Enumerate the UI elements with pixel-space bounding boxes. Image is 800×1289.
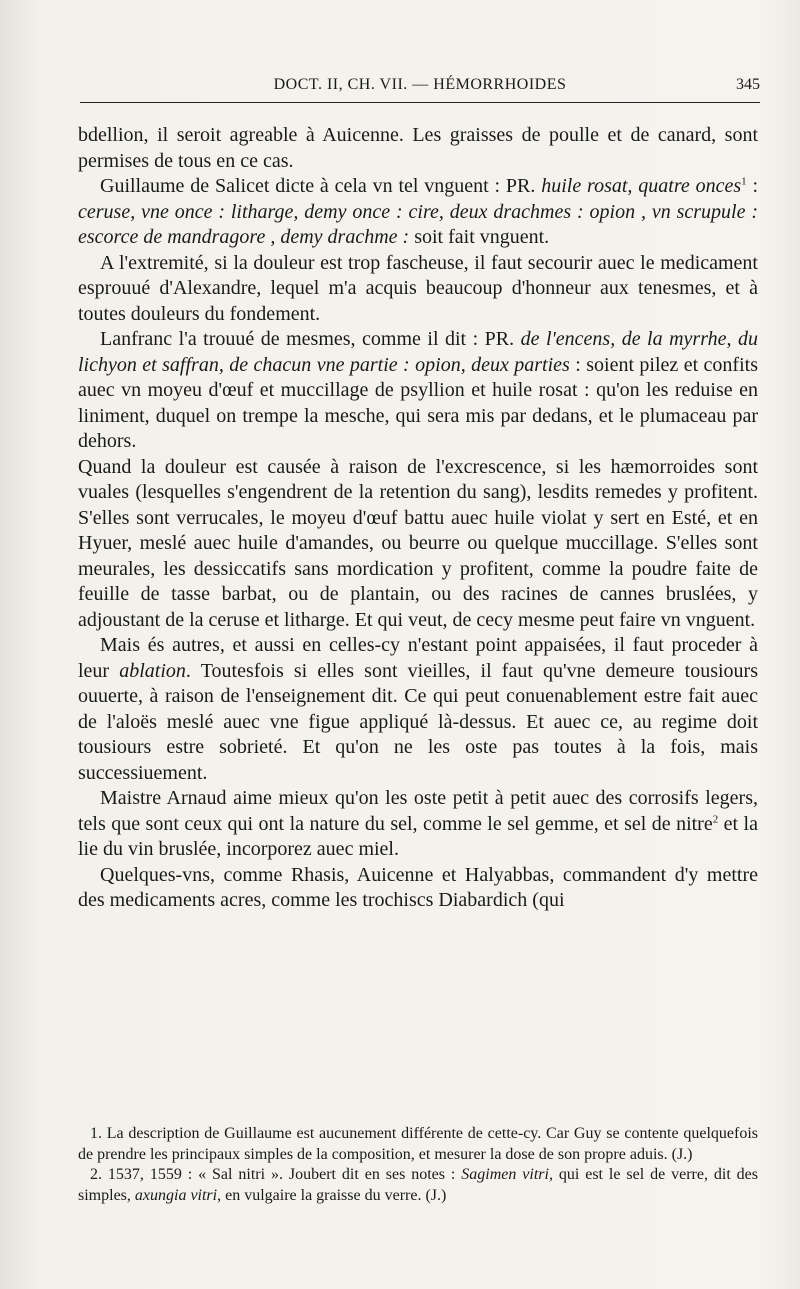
text-run: Guillaume de Salicet dicte à cela vn tel vnguent : PR. — [100, 175, 542, 197]
page-header — [80, 76, 760, 103]
footnote-ref-2: 2 — [712, 812, 719, 825]
text-run: Mais és autres, et aussi en celles-cy n'estant point appaisées, il faut proceder à leur — [78, 634, 758, 682]
footnote-1: 1. La description de Guillaume est aucunement différente de cette-cy. Car Guy se contente quelquefois de prendre les principaux simples de la composition, et mesurer la dose de son propre aduis. (J.) — [78, 1125, 758, 1163]
text-run: Maistre Arnaud aime mieux qu'on les oste petit à petit auec des corrosifs legers, tels que sont ceux qui ont la nature du sel, comme le sel gemme, et sel de nitre — [78, 787, 758, 835]
paragraph-1: bdellion, il seroit agreable à Auicenne. Les graisses de poulle et de canard, sont permises de tous en ce cas. — [78, 124, 758, 172]
paragraph-6 — [78, 633, 758, 786]
text-run: : soient pilez et confits auec vn moyeu d'œuf et muccillage de psyllion et huile rosat : qu'on les reduise en liniment, duquel on trempe la mesche, qui sera mis par dedans, et le plumaceau par dehors. — [78, 353, 758, 452]
italic-run: Sagimen vitri, — [461, 1166, 553, 1183]
text-run: soit fait vnguent. — [409, 226, 550, 248]
page-number: 345 — [736, 76, 760, 93]
paragraph-4 — [78, 327, 758, 455]
text-run: , en vulgaire la graisse du verre. (J.) — [217, 1186, 447, 1204]
footnote-2 — [78, 1165, 758, 1206]
running-head: DOCT. II, CH. VII. — HÉMORRHOIDES — [273, 76, 567, 93]
text-run: et la lie du vin bruslée, incorporez auec miel. — [78, 812, 758, 860]
paragraph-3: A l'extremité, si la douleur est trop fascheuse, il faut secourir auec le medicament esprouué d'Alexandre, lequel m'a acquis beaucoup d'honneur aux tenesmes, et à toutes douleurs du fondement. — [78, 251, 758, 325]
paragraph-5: Quand la douleur est causée à raison de l'excrescence, si les hæmorroides sont vuales (lesquelles s'engendrent de la retention du sang), lesdits remedes y profitent. S'elles sont verrucales, le moyeu d'œuf battu auec huile violat y sert en Esté, et en Hyuer, meslé auec huile d'amandes, ou beurre ou quelque muccillage. S'elles sont meurales, les dessiccatifs sans mordication y profitent, comme la poudre faite de feuille de tasse barbat, ou de plantain, ou des racines de cannes bruslées, y adjoustant de la ceruse et litharge. Et qui veut, de cecy mesme peut faire vn vnguent. — [78, 455, 758, 631]
main-text — [78, 123, 758, 914]
paragraph-2 — [78, 174, 758, 251]
text-run: Lanfranc l'a trouué de mesmes, comme il dit : PR. — [100, 328, 521, 350]
text-run: : — [746, 175, 758, 197]
paragraph-7 — [78, 786, 758, 863]
footnote-ref-1: 1 — [741, 175, 747, 188]
text-run: . Toutesfois si elles sont vieilles, il faut qu'vne demeure tousiours ouuerte, à raison de l'enseignement dit. Ce qui peut conuenablement estre fait auec de l'aloës meslé auec vne figue appliqué là-dessus. Et auec ce, au regime doit tousiours estre sobrieté. Et qu'on ne les oste pas toutes à la fois, mais successiuement. — [78, 659, 759, 784]
footnotes — [78, 1124, 758, 1206]
italic-run: ceruse, vne once : litharge, demy once : cire, deux drachmes : opion , vn scrupule : escorce de mandragore , demy drachme : — [78, 200, 758, 248]
text-run: qui est le sel de verre, dit des simples, — [78, 1166, 759, 1204]
italic-run: de l'encens, de la myrrhe, du lichyon et saffran, de chacun vne partie : opion, deux parties — [78, 328, 758, 376]
italic-run: axungia vitri — [134, 1186, 218, 1204]
paragraph-8: Quelques-vns, comme Rhasis, Auicenne et Halyabbas, commandent d'y mettre des medicaments acres, comme les trochiscs Diabardich (qui — [78, 863, 758, 911]
italic-run: huile rosat, quatre onces — [541, 175, 742, 197]
italic-run: ablation — [119, 659, 186, 682]
text-run: 2. 1537, 1559 : « Sal nitri ». Joubert dit en ses notes : — [90, 1166, 462, 1183]
